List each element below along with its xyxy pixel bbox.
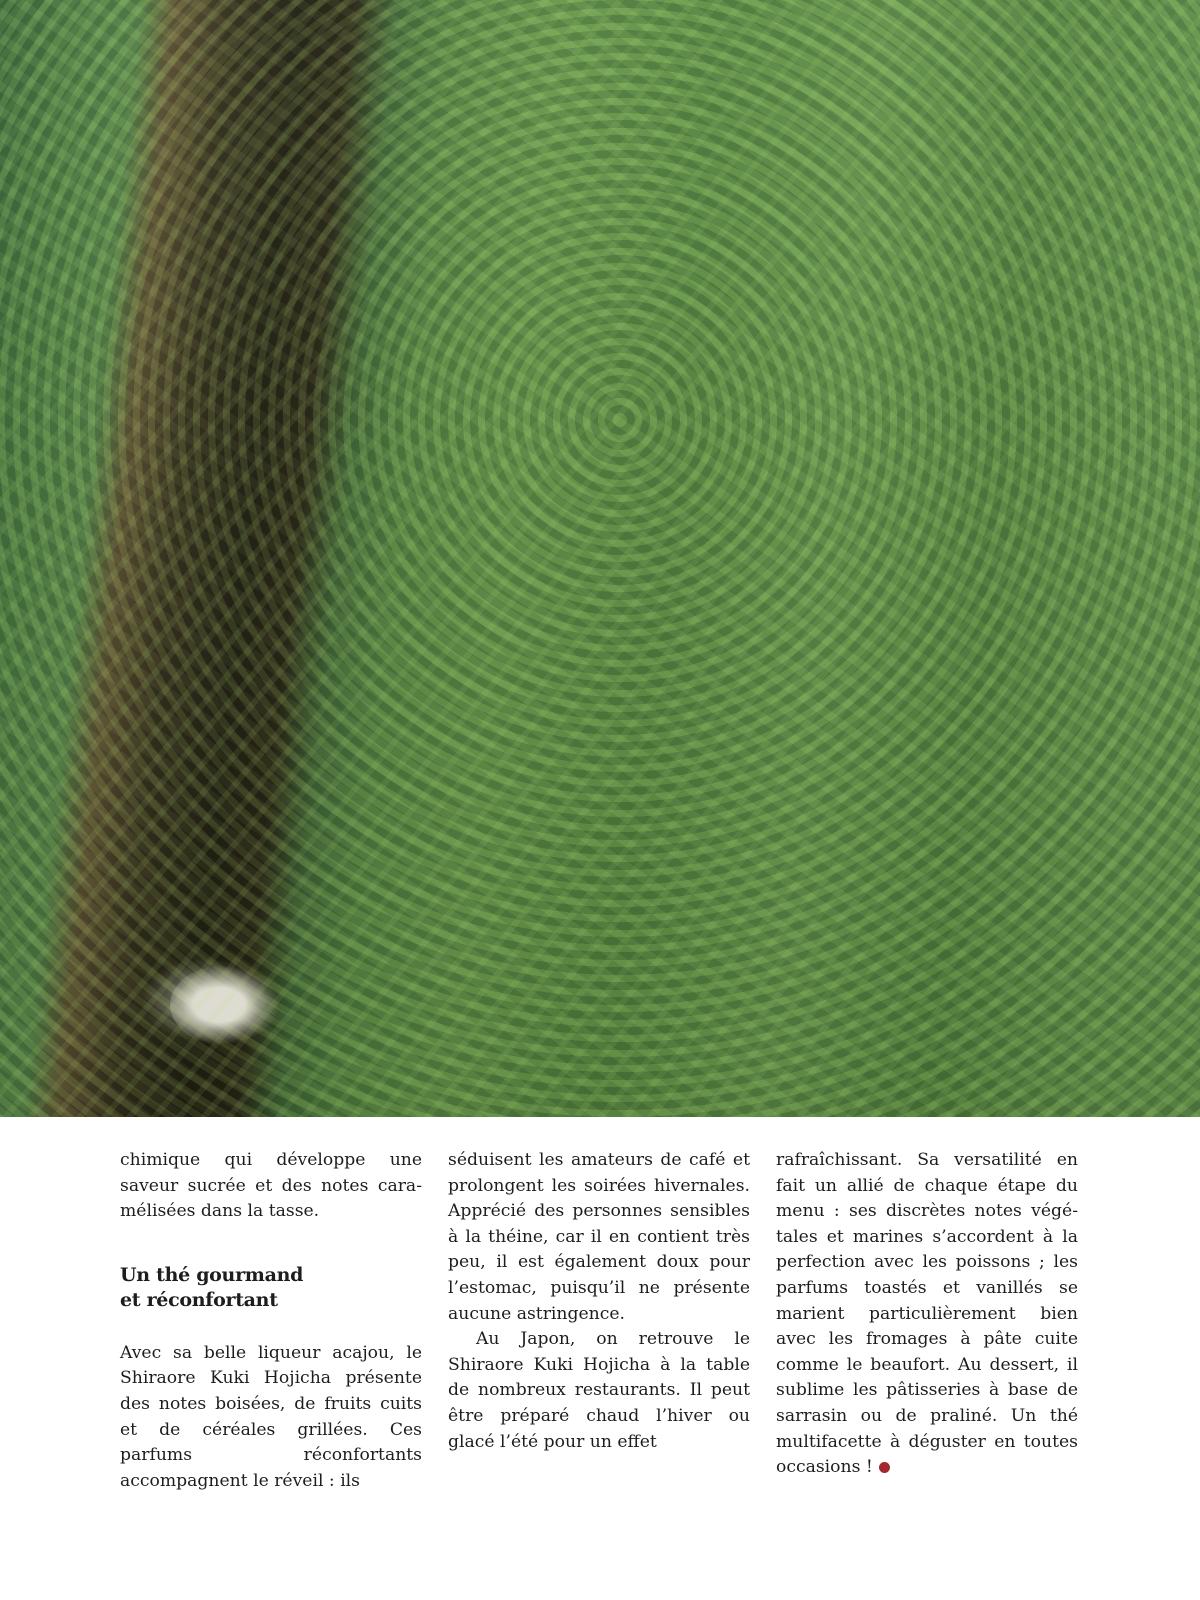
column-1	[120, 1148, 422, 1494]
col2-paragraph-2: Au Japon, on retrouve le Shiraore Kuki Hojicha à la table de nombreux restaurants. Il peut être préparé chaud l’hiver ou glacé l’été pour un effet	[448, 1329, 750, 1452]
end-mark-dot-icon	[879, 1462, 890, 1473]
col1-paragraph-1: chimique qui développe une saveur sucrée et des notes caramélisées dans la tasse.	[120, 1150, 422, 1222]
article-columns	[120, 1148, 1080, 1494]
col3-paragraph-1	[776, 1148, 1078, 1481]
column-2	[448, 1148, 750, 1494]
col2-paragraph-1: séduisent les amateurs de café et prolongent les soirées hivernales. Apprécié des personnes sensibles à la théine, car il en contient très peu, il est également doux pour l’estomac, puisqu’il ne présente aucune astringence.	[448, 1150, 750, 1324]
col1-paragraph-2: Avec sa belle liqueur acajou, le Shiraore Kuki Hojicha présente des notes boisées, de fruits cuits et de céréales grillées. Ces parfums réconfortants accompagnent le réveil : ils	[120, 1342, 422, 1491]
col3-paragraph-text: rafraîchissant. Sa versatilité en fait un allié de chaque étape du menu : ses discrètes notes végétales et marines s’accordent à la perfection avec les poissons ; les parfums toastés et vanillés se marient particulièrement bien avec les fromages à pâte cuite comme le beaufort. Au dessert, il sublime les pâtisseries à base de sarrasin ou de praliné. Un thé multifacette à déguster en toutes occasions !	[776, 1150, 1078, 1478]
section-heading	[120, 1263, 422, 1313]
tea-flower-highlight	[170, 965, 280, 1045]
heading-line-2: et réconfortant	[120, 1288, 278, 1311]
heading-line-1: Un thé gourmand	[120, 1263, 304, 1286]
column-3	[776, 1148, 1078, 1494]
